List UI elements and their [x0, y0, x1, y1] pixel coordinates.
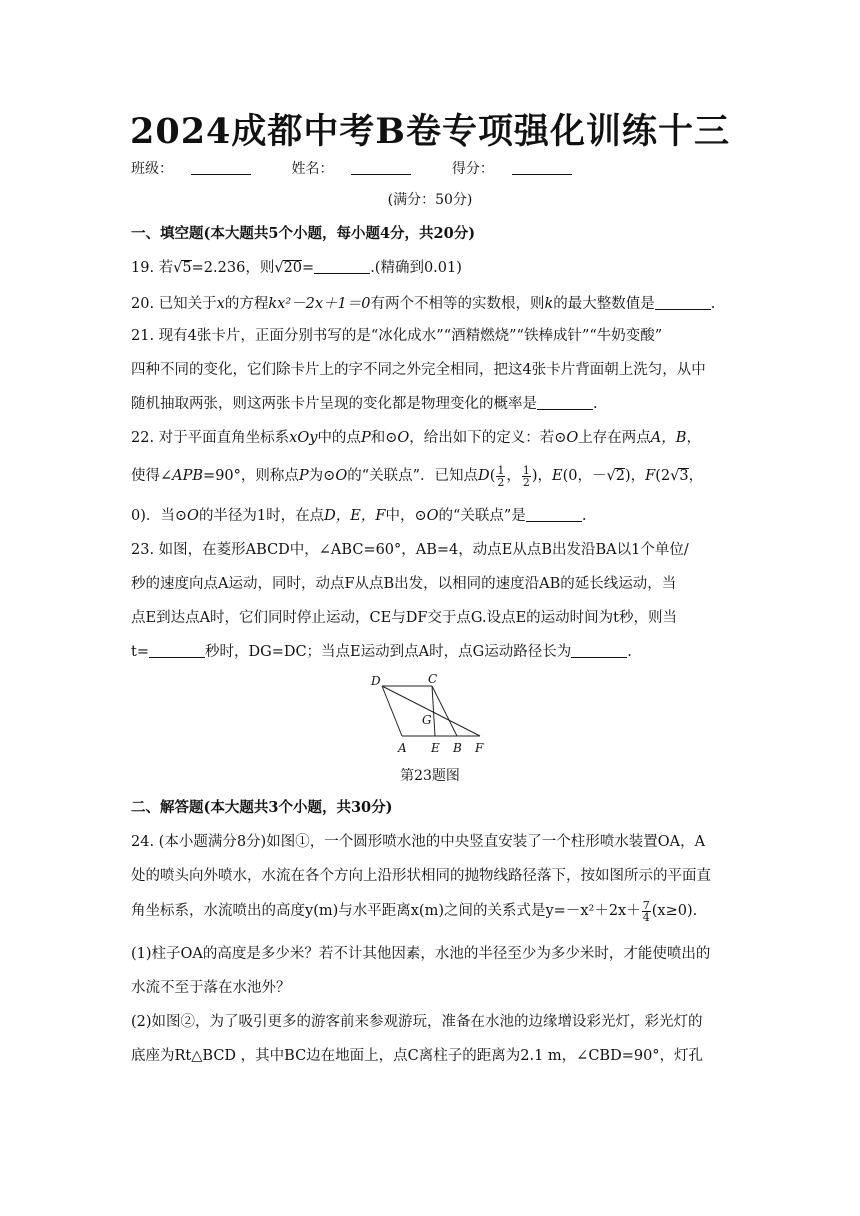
answer-blank-22[interactable]	[526, 507, 582, 522]
section-heading-solutions: 二、解答题(本大题共3个小题，共30分)	[131, 799, 393, 816]
segment-df	[382, 686, 480, 736]
label-g: G	[422, 713, 432, 727]
question-22-line-1: 22. 对于平面直角坐标系xOy中的点P和⊙O，给出如下的定义：若⊙O上存在两点A，B，	[131, 430, 701, 446]
answer-blank-20[interactable]	[655, 295, 711, 310]
label-b: B	[453, 741, 462, 755]
score-field: 得分：	[452, 161, 590, 177]
fraction-half: $\frac{1}{2}$	[522, 463, 530, 489]
question-21-line-3: 随机抽取两张，则这两张卡片呈现的变化都是物理变化的概率是 .	[131, 396, 598, 412]
question-23-line-3: 点E到达点A时，它们同时停止运动，CE与DF交于点G.设点E的运动时间为t秒，则当	[131, 610, 678, 626]
answer-blank-21[interactable]	[537, 395, 593, 410]
label-c: C	[428, 672, 438, 686]
question-21-line-2: 四种不同的变化，它们除卡片上的字不同之外完全相同，把这4张卡片背面朝上洗匀，从中	[131, 362, 706, 378]
question-23-line-4: t= 秒时，DG=DC；当点E运动到点A时，点G运动路径长为 .	[131, 644, 632, 660]
question-22-line-3: 0)．当⊙O的半径为1时，在点D，E，F中，⊙O的“关联点”是 .	[131, 508, 587, 524]
page-title: 2024成都中考B卷专项强化训练十三	[130, 111, 730, 152]
rhombus-figure	[360, 672, 500, 760]
class-field: 班级：	[131, 161, 269, 177]
question-20: 20. 已知关于x的方程kx²－2x＋1＝0有两个不相等的实数根，则k的最大整数值是 .	[131, 296, 716, 312]
student-info-row	[131, 158, 608, 178]
answer-blank-19[interactable]	[314, 259, 370, 274]
label-d: D	[371, 674, 381, 688]
question-24-part-2-line-1: (2)如图②，为了吸引更多的游客前来参观游玩，准备在水池的边缘增设彩光灯，彩光灯的	[131, 1014, 703, 1030]
edge-cb	[432, 686, 457, 736]
question-24-line-1: 24. (本小题满分8分)如图①，一个圆形喷水池的中央竖直安装了一个柱形喷水装置OA，A	[131, 834, 706, 850]
name-field: 姓名：	[291, 161, 429, 177]
score-blank[interactable]	[512, 160, 572, 175]
question-24-part-1-line-1: (1)柱子OA的高度是多少米？若不计其他因素，水池的半径至少为多少米时，才能使喷出的	[131, 946, 711, 962]
question-21-line-1: 21. 现有4张卡片，正面分别书写的是“冰化成水”“酒精燃烧”“铁棒成针”“牛奶变酸”	[131, 328, 663, 344]
question-24-line-2: 处的喷头向外喷水，水流在各个方向上沿形状相同的抛物线路径落下，按如图所示的平面直	[131, 868, 711, 884]
question-23-line-1: 23. 如图，在菱形ABCD中，∠ABC=60°，AB=4，动点E从点B出发沿BA以1个单位/	[131, 542, 689, 558]
edge-da	[382, 686, 402, 736]
question-19: 19. 若√5=2.236，则√20= .(精确到0.01)	[131, 260, 462, 276]
name-blank[interactable]	[351, 160, 411, 175]
fraction-seven-quarters: $\frac{7}{4}$	[642, 898, 650, 924]
full-score-note: (满分：50分)	[387, 192, 473, 208]
segment-ce	[432, 686, 435, 736]
question-22-line-2: 使得∠APB=90°，则称点P为⊙O的“关联点”．已知点D( $\frac{1}{2}$ ， $\frac{1}{2}$ )，E(0，－√2)，F(2√3，	[131, 463, 704, 489]
section-heading-fill-in: 一、填空题(本大题共5个小题，每小题4分，共20分)	[131, 225, 476, 242]
label-e: E	[431, 741, 440, 755]
fraction-half: $\frac{1}{2}$	[497, 463, 505, 489]
figure-caption: 第23题图	[400, 768, 460, 784]
question-23-line-2: 秒的速度向点A运动，同时，动点F从点B出发，以相同的速度沿AB的延长线运动，当	[131, 576, 677, 592]
question-24-part-2-line-2: 底座为Rt△BCD ，其中BC边在地面上，点C离柱子的距离为2.1 m，∠CBD=90°，灯孔	[131, 1048, 704, 1064]
label-a: A	[398, 741, 407, 755]
answer-blank-23b[interactable]	[571, 643, 627, 658]
class-blank[interactable]	[191, 160, 251, 175]
answer-blank-23a[interactable]	[149, 643, 205, 658]
question-24-line-3: 角坐标系，水流喷出的高度y(m)与水平距离x(m)之间的关系式是y=－x²＋2x＋ $\frac{7}{4}$ (x≥0).	[131, 898, 698, 924]
question-24-part-1-line-2: 水流不至于落在水池外？	[131, 980, 291, 996]
label-f: F	[475, 741, 484, 755]
